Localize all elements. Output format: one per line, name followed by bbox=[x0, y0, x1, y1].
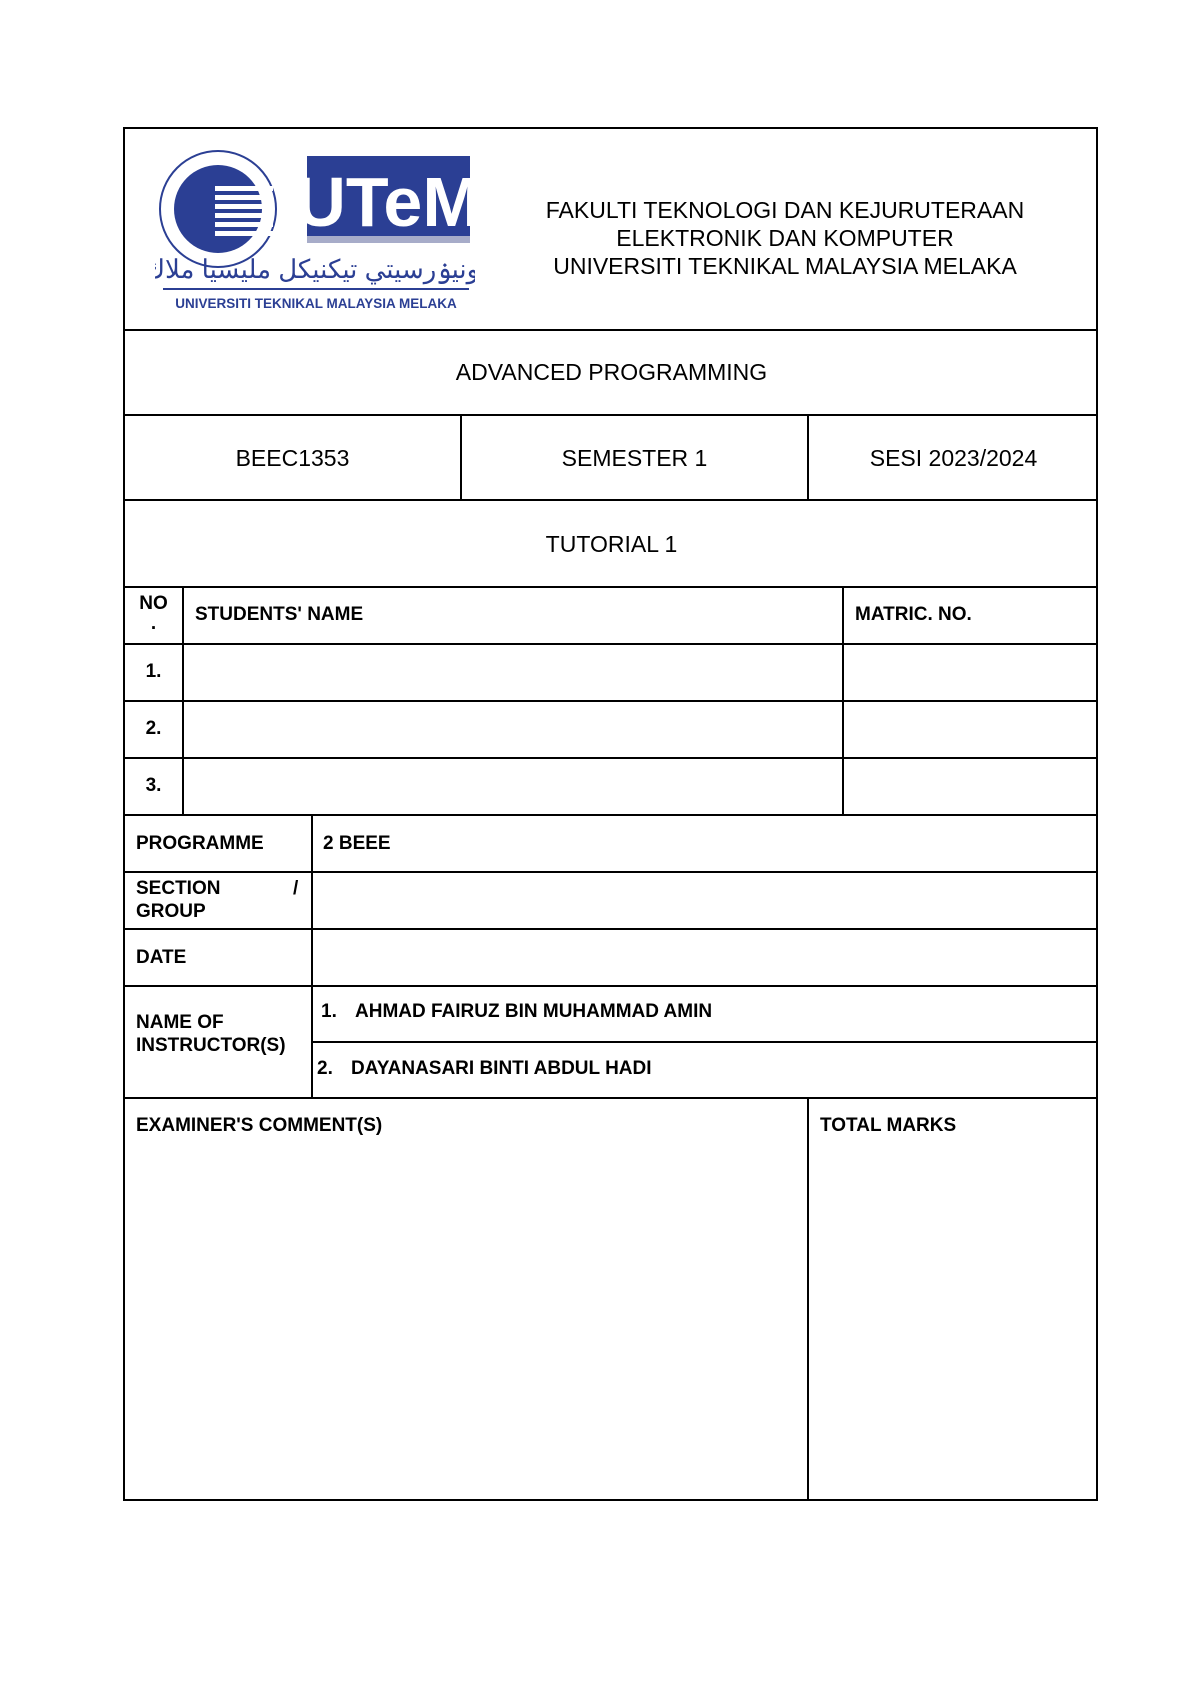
date-label: DATE bbox=[136, 947, 187, 968]
course-code: BEEC1353 bbox=[235, 445, 350, 471]
faculty-line-3: UNIVERSITI TEKNIKAL MALAYSIA MELAKA bbox=[553, 253, 1017, 279]
instructor-2-no: 2. bbox=[317, 1058, 333, 1079]
total-marks-label: TOTAL MARKS bbox=[820, 1115, 957, 1136]
instructor-2-name: DAYANASARI BINTI ABDUL HADI bbox=[351, 1058, 652, 1079]
utem-logo-graphic bbox=[155, 146, 475, 316]
utem-logo bbox=[155, 146, 475, 316]
instructor-label-line1: NAME OF bbox=[136, 1012, 224, 1033]
students-name-header: STUDENTS' NAME bbox=[195, 604, 364, 625]
utem-jawi-text: اونيۏرسيتي تيكنيكل مليسيا ملاك bbox=[155, 254, 475, 284]
faculty-line-1: FAKULTI TEKNOLOGI DAN KEJURUTERAAN bbox=[545, 197, 1025, 223]
instructor-1-no: 1. bbox=[321, 1001, 337, 1022]
tutorial-title: TUTORIAL 1 bbox=[545, 531, 678, 557]
student-row-3-no: 3. bbox=[145, 775, 162, 796]
session: SESI 2023/2024 bbox=[869, 445, 1038, 471]
group-label: GROUP bbox=[136, 901, 206, 922]
student-row-2-no: 2. bbox=[145, 718, 162, 739]
course-title: ADVANCED PROGRAMMING bbox=[455, 359, 768, 385]
programme-value: 2 BEEE bbox=[323, 833, 391, 854]
semester: SEMESTER 1 bbox=[561, 445, 708, 471]
section-label-slash: / bbox=[293, 878, 299, 899]
utem-tagline: UNIVERSITI TEKNIKAL MALAYSIA MELAKA bbox=[175, 296, 457, 311]
examiners-comments-area[interactable] bbox=[127, 1144, 803, 1499]
cover-sheet-frame bbox=[123, 127, 1098, 1501]
no-column-header: NO bbox=[139, 593, 168, 614]
instructor-label-line2: INSTRUCTOR(S) bbox=[136, 1035, 286, 1056]
examiners-comments-label: EXAMINER'S COMMENT(S) bbox=[136, 1115, 383, 1136]
total-marks-area[interactable] bbox=[811, 1144, 1096, 1499]
utem-brand-text: UTeM bbox=[295, 163, 475, 241]
student-row-1-no: 1. bbox=[145, 661, 162, 682]
matric-no-header: MATRIC. NO. bbox=[855, 604, 972, 625]
instructor-1-name: AHMAD FAIRUZ BIN MUHAMMAD AMIN bbox=[355, 1001, 713, 1022]
faculty-line-2: ELEKTRONIK DAN KOMPUTER bbox=[616, 225, 954, 251]
programme-label: PROGRAMME bbox=[136, 833, 264, 854]
section-label: SECTION bbox=[136, 878, 221, 899]
no-column-header-dot: . bbox=[150, 613, 157, 634]
